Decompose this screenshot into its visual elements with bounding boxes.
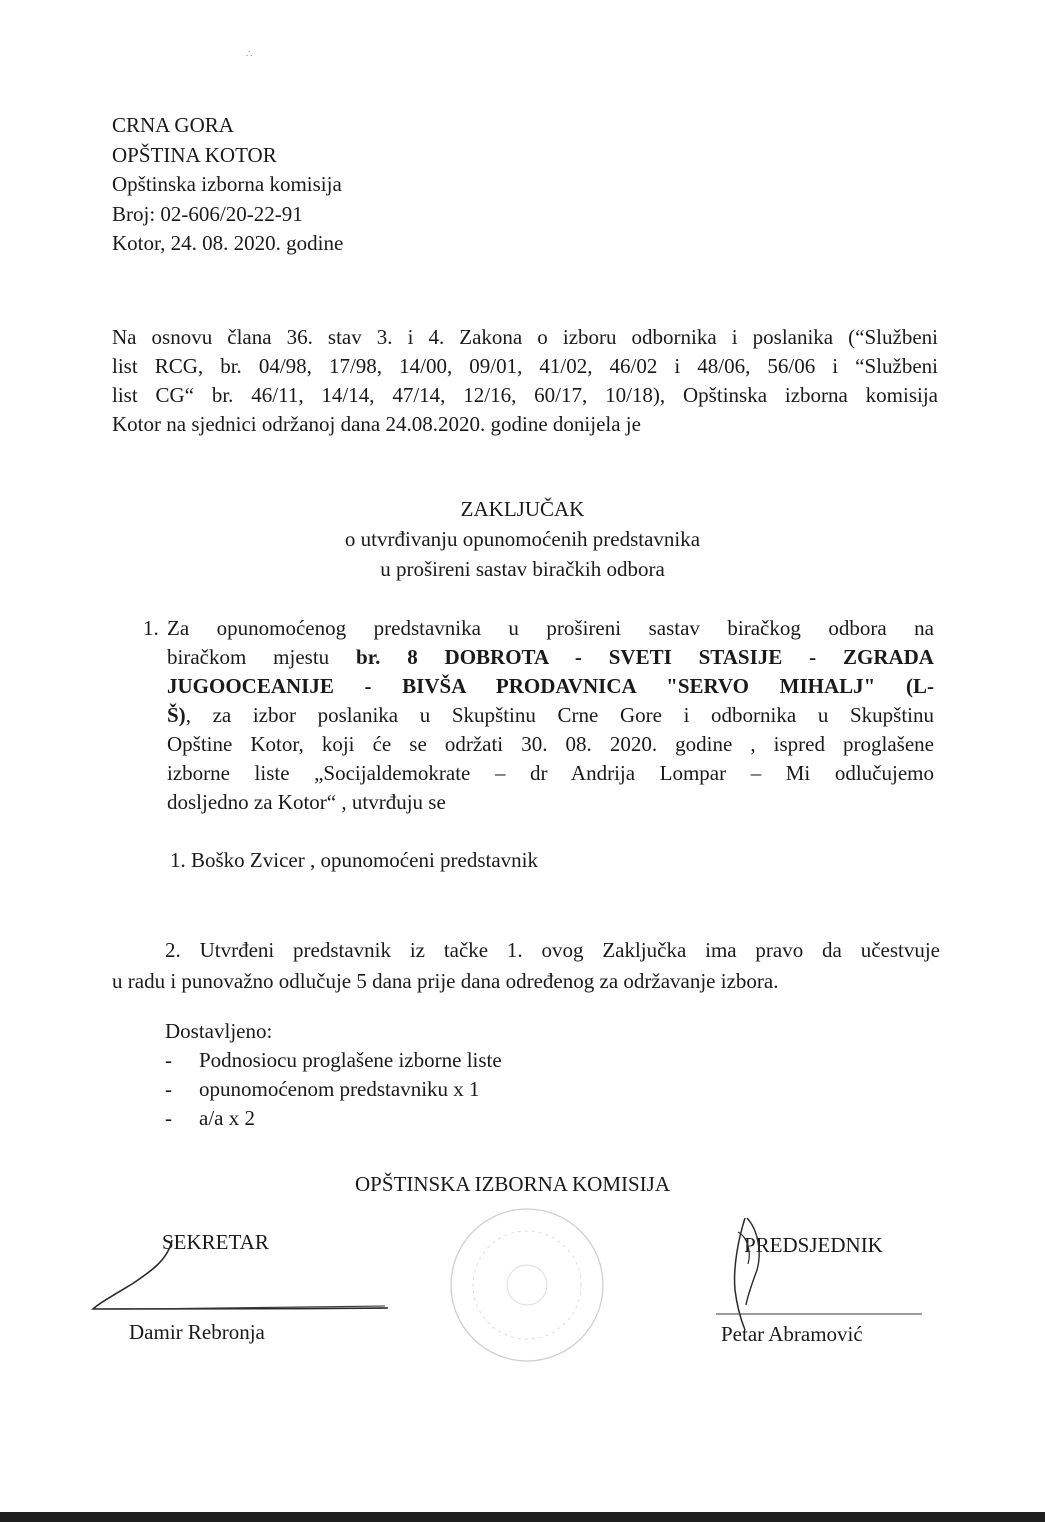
item-1-line: Za opunomoćenog predstavnika u prošireni sastav biračkog odbora na — [167, 616, 934, 640]
item-1-line: Opštine Kotor, koji će se održati 30. 08. 2020. godine , ispred proglašene — [167, 732, 934, 756]
polling-station-name: Š) — [167, 703, 186, 727]
official-stamp — [451, 1209, 603, 1361]
delivered-label: Dostavljeno: — [165, 1019, 273, 1043]
dash-bullet: - — [165, 1077, 172, 1101]
delivered-item-text: Podnosiocu proglašene izborne liste — [199, 1048, 502, 1072]
item-1-line: izborne liste „Socijaldemokrate – dr Andrija Lompar – Mi odlučujemo — [167, 761, 934, 785]
president-signature — [716, 1218, 922, 1330]
secretary-signature — [93, 1240, 388, 1309]
header-commission: Opštinska izborna komisija — [112, 172, 342, 196]
representative-entry: 1. Boško Zvicer , opunomoćeni predstavnik — [170, 848, 539, 872]
intro-line: list RCG, br. 04/98, 17/98, 14/00, 09/01, 41/02, 46/02 i 48/06, 56/06 i “Službeni — [112, 354, 938, 378]
item-1-number: 1. — [143, 616, 159, 640]
decision-subtitle-1: o utvrđivanju opunomoćenih predstavnika — [344, 527, 701, 551]
secretary-name: Damir Rebronja — [129, 1320, 265, 1344]
intro-line: Kotor na sjednici održanoj dana 24.08.2020. godine donijela je — [112, 412, 641, 436]
header-country: CRNA GORA — [112, 113, 234, 137]
polling-station-name: JUGOOCEANIJE - BIVŠA PRODAVNICA "SERVO MIHALJ" (L- — [167, 674, 934, 698]
decision-subtitle-2: u prošireni sastav biračkih odbora — [380, 557, 665, 581]
header-municipality: OPŠTINA KOTOR — [112, 142, 277, 167]
president-title: PREDSJEDNIK — [744, 1233, 883, 1257]
commission-name: OPŠTINSKA IZBORNA KOMISIJA — [354, 1172, 671, 1196]
scan-bottom-edge — [0, 1512, 1045, 1522]
decision-title: ZAKLJUČAK — [460, 497, 585, 521]
delivered-item-text: a/a x 2 — [199, 1106, 255, 1130]
corner-mark: ∴ — [246, 49, 253, 60]
president-name: Petar Abramović — [721, 1322, 863, 1346]
dash-bullet: - — [165, 1106, 172, 1130]
intro-line: list CG“ br. 46/11, 14/14, 47/14, 12/16, 60/17, 10/18), Opštinska izborna komisija — [112, 383, 938, 407]
secretary-title: SEKRETAR — [162, 1230, 269, 1254]
header-place-date: Kotor, 24. 08. 2020. godine — [112, 231, 344, 255]
item-1-text: , za izbor poslanika u Skupštinu Crne Gore i odbornika u Skupštinu — [185, 703, 934, 727]
item-1-text: biračkom mjestu — [167, 645, 357, 669]
dash-bullet: - — [165, 1048, 172, 1072]
point-2-line: u radu i punovažno odlučuje 5 dana prije dana određenog za održavanje izbora. — [112, 969, 779, 993]
intro-line: Na osnovu člana 36. stav 3. i 4. Zakona o izboru odbornika i poslanika (“Službeni — [112, 325, 938, 349]
polling-station-name: br. 8 DOBROTA - SVETI STASIJE - ZGRADA — [356, 645, 934, 669]
header-reference-number: Broj: 02-606/20-22-91 — [112, 201, 303, 226]
item-1-line: dosljedno za Kotor“ , utvrđuju se — [167, 790, 446, 814]
point-2-line: 2. Utvrđeni predstavnik iz tačke 1. ovog Zaključka ima pravo da učestvuje — [165, 938, 940, 962]
delivered-item-text: opunomoćenom predstavniku x 1 — [199, 1077, 480, 1101]
